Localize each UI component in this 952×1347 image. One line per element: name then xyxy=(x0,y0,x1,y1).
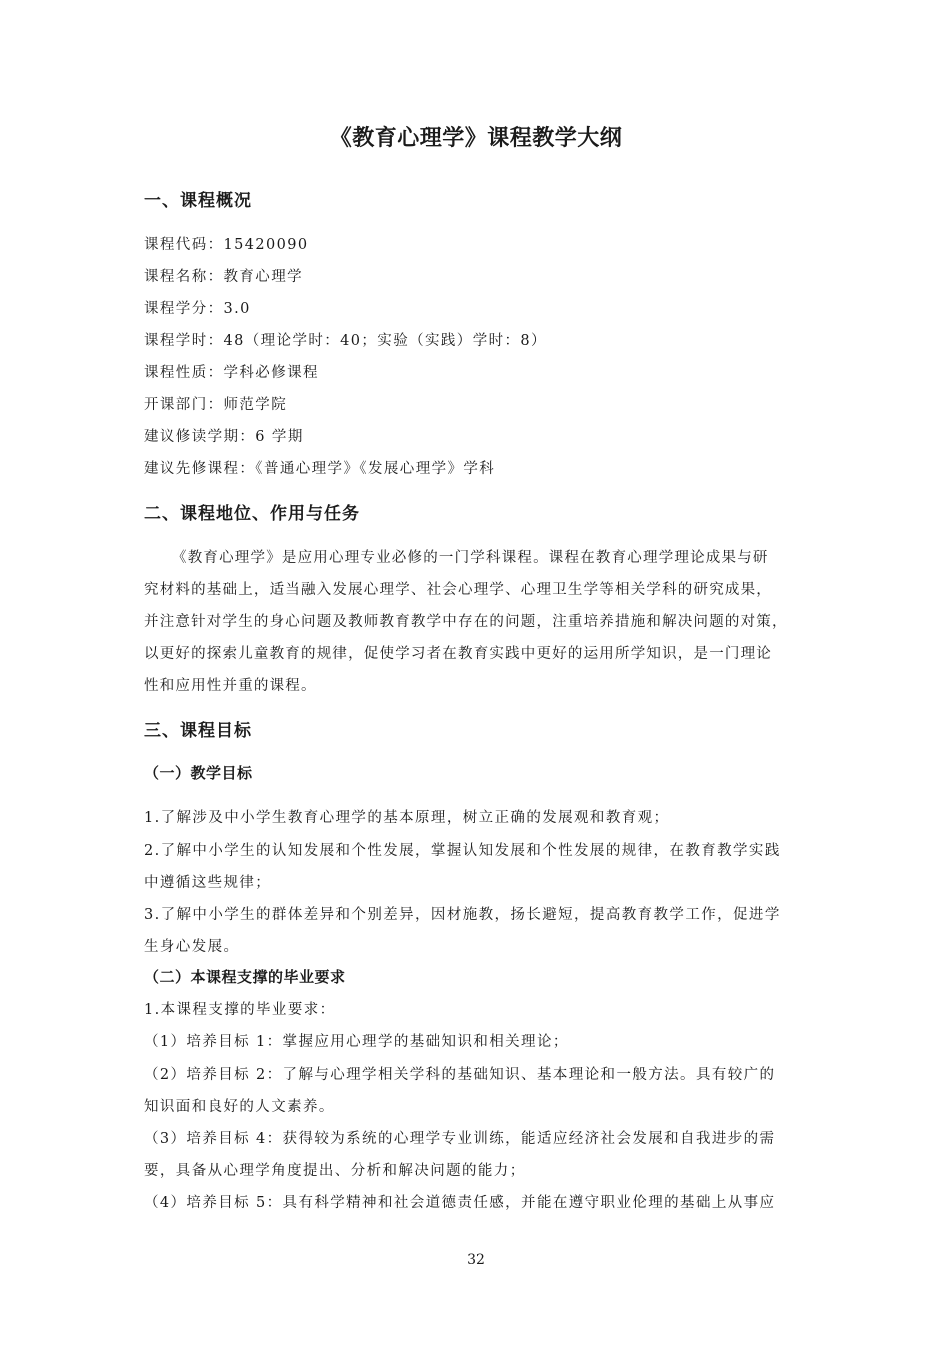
requirement-line: 1.本课程支撑的毕业要求： xyxy=(144,1002,336,1018)
section-heading-position: 二、课程地位、作用与任务 xyxy=(144,504,360,524)
subsection-heading-teaching-goals: （一）教学目标 xyxy=(144,764,253,782)
goal-line: 3.了解中小学生的群体差异和个别差异，因材施教，扬长避短，提高教育教学工作，促进学 xyxy=(144,907,781,923)
info-course-hours: 课程学时：48（理论学时：40；实验（实践）学时：8） xyxy=(144,333,547,349)
paragraph-line: 性和应用性并重的课程。 xyxy=(144,678,317,694)
paragraph-line: 究材料的基础上，适当融入发展心理学、社会心理学、心理卫生学等相关学科的研究成果， xyxy=(144,582,772,598)
paragraph-line: 并注意针对学生的身心问题及教师教育教学中存在的问题，注重培养措施和解决问题的对策， xyxy=(144,614,788,630)
subsection-heading-graduation-requirements: （二）本课程支撑的毕业要求 xyxy=(144,968,346,986)
goal-line: 1.了解涉及中小学生教育心理学的基本原理，树立正确的发展观和教育观； xyxy=(144,810,670,826)
info-semester: 建议修读学期：6 学期 xyxy=(144,429,304,445)
document-title: 《教育心理学》课程教学大纲 xyxy=(329,125,623,151)
info-course-credit: 课程学分：3.0 xyxy=(144,301,251,317)
requirement-line: （3）培养目标 4：获得较为系统的心理学专业训练，能适应经济社会发展和自我进步的需 xyxy=(144,1131,776,1147)
requirement-line: （4）培养目标 5：具有科学精神和社会道德责任感，并能在遵守职业伦理的基础上从事应 xyxy=(144,1195,776,1211)
info-prerequisites: 建议先修课程：《普通心理学》《发展心理学》学科 xyxy=(144,461,496,477)
goal-line: 中遵循这些规律； xyxy=(144,875,272,891)
requirement-line: 知识面和良好的人文素养。 xyxy=(144,1099,335,1115)
requirement-line: （1）培养目标 1：掌握应用心理学的基础知识和相关理论； xyxy=(144,1034,569,1050)
page-number: 32 xyxy=(467,1252,485,1268)
goal-line: 2.了解中小学生的认知发展和个性发展，掌握认知发展和个性发展的规律，在教育教学实践 xyxy=(144,843,781,859)
info-course-nature: 课程性质：学科必修课程 xyxy=(144,365,319,381)
requirement-line: 要，具备从心理学角度提出、分析和解决问题的能力； xyxy=(144,1163,526,1179)
info-course-code: 课程代码：15420090 xyxy=(144,237,309,253)
paragraph-line: 以更好的探索儿童教育的规律，促使学习者在教育实践中更好的运用所学知识，是一门理论 xyxy=(144,646,772,662)
goal-line: 生身心发展。 xyxy=(144,939,240,955)
requirement-line: （2）培养目标 2：了解与心理学相关学科的基础知识、基本理论和一般方法。具有较广的 xyxy=(144,1067,776,1083)
section-heading-objectives: 三、课程目标 xyxy=(144,721,252,741)
paragraph-line: 《教育心理学》是应用心理专业必修的一门学科课程。课程在教育心理学理论成果与研 xyxy=(172,550,769,566)
info-department: 开课部门：师范学院 xyxy=(144,397,288,413)
section-heading-overview: 一、课程概况 xyxy=(144,191,252,211)
info-course-name: 课程名称：教育心理学 xyxy=(144,269,303,285)
